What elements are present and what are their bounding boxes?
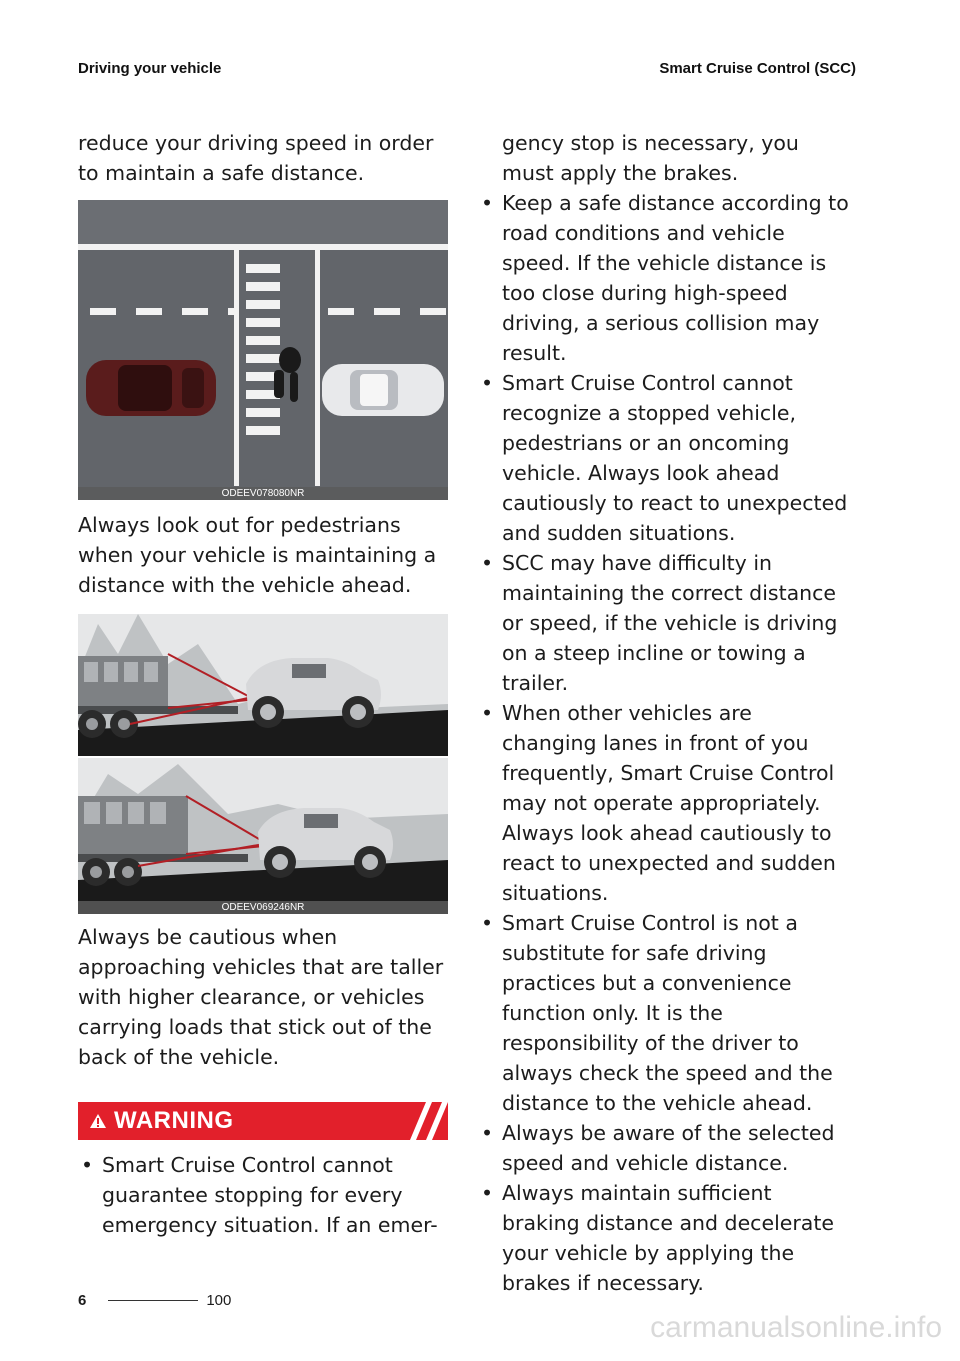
page-footer bbox=[78, 1292, 231, 1309]
bullet-text: Always be aware of the selected speed and vehicle distance. bbox=[502, 1121, 835, 1175]
bullet-marker: • bbox=[81, 1153, 94, 1177]
chapter-number: 6 bbox=[78, 1292, 87, 1309]
crosswalk-illustration bbox=[78, 200, 448, 500]
bullet-text: Always maintain sufficient braking distance and decelerate your vehicle by applying the brakes if necessary. bbox=[502, 1181, 835, 1295]
list-item bbox=[478, 1178, 850, 1298]
bullet-marker: • bbox=[481, 911, 494, 935]
bullet-marker: • bbox=[481, 191, 494, 215]
bullet-text: Smart Cruise Control is not a substitute for safe driving practices but a convenience function only. It is the responsibility of the driver to always check the speed and the distance to the vehicle ahead. bbox=[502, 911, 833, 1115]
bullet-text: Keep a safe distance according to road conditions and vehicle speed. If the vehicle distance is too close during high-speed driving, a serious collision may result. bbox=[502, 191, 849, 365]
truck-sensor-illustration bbox=[78, 614, 448, 914]
running-header-right: Smart Cruise Control (SCC) bbox=[659, 60, 856, 77]
bullet-text: Smart Cruise Control cannot recognize a stopped vehicle, pedestrians or an oncoming vehicle. Always look ahead cautiously to react to unexpected and sudden situations. bbox=[502, 371, 848, 545]
running-header-left: Driving your vehicle bbox=[78, 60, 222, 77]
list-item bbox=[478, 1118, 850, 1178]
left-column bbox=[78, 128, 448, 1240]
warning-stripes-decoration bbox=[392, 1102, 448, 1140]
right-column bbox=[478, 128, 850, 1298]
watermark: carmanualsonline.info bbox=[650, 1311, 942, 1344]
list-item bbox=[478, 368, 850, 548]
bullet-text: Smart Cruise Control cannot guarantee stopping for every emergency situation. If an emer- bbox=[102, 1153, 438, 1237]
list-item bbox=[478, 188, 850, 368]
bullet-marker: • bbox=[481, 1121, 494, 1145]
bullet-list bbox=[478, 188, 850, 1298]
bullet-marker: • bbox=[481, 701, 494, 725]
bullet-marker: • bbox=[481, 1181, 494, 1205]
figure-tall-vehicle bbox=[78, 614, 448, 914]
figure2-caption: Always be cautious when approaching vehicles that are taller with higher clearance, or vehicles carrying loads that stick out of the back of the vehicle. bbox=[78, 925, 444, 1069]
figure-pedestrian-crossing bbox=[78, 200, 448, 500]
page-number: 100 bbox=[206, 1292, 232, 1309]
list-item bbox=[478, 548, 850, 698]
bullet-text: When other vehicles are changing lanes in front of you frequently, Smart Cruise Control may not operate appropriately. Always look ahead cautiously to react to unexpected and sudden situations. bbox=[502, 701, 836, 905]
figure-code-label: ODEEV069246NR bbox=[78, 901, 448, 914]
bullet-text: SCC may have difficulty in maintaining the correct distance or speed, if the vehicle is driving on a steep incline or towing a trailer. bbox=[502, 551, 838, 695]
warning-triangle-icon bbox=[84, 1102, 112, 1140]
warning-banner bbox=[78, 1102, 448, 1140]
intro-paragraph: reduce your driving speed in order to maintain a safe distance. bbox=[78, 131, 434, 185]
continuation-text: gency stop is necessary, you must apply the brakes. bbox=[502, 131, 799, 185]
footer-rule bbox=[108, 1300, 198, 1301]
list-item bbox=[78, 1150, 448, 1240]
list-item bbox=[478, 698, 850, 908]
warning-bullet-list bbox=[78, 1150, 448, 1240]
figure-code-label: ODEEV078080NR bbox=[78, 487, 448, 500]
bullet-marker: • bbox=[481, 551, 494, 575]
figure1-caption: Always look out for pedestrians when your vehicle is maintaining a distance with the vehicle ahead. bbox=[78, 513, 437, 597]
bullet-marker: • bbox=[481, 371, 494, 395]
warning-title: WARNING bbox=[114, 1107, 234, 1134]
list-item bbox=[478, 908, 850, 1118]
